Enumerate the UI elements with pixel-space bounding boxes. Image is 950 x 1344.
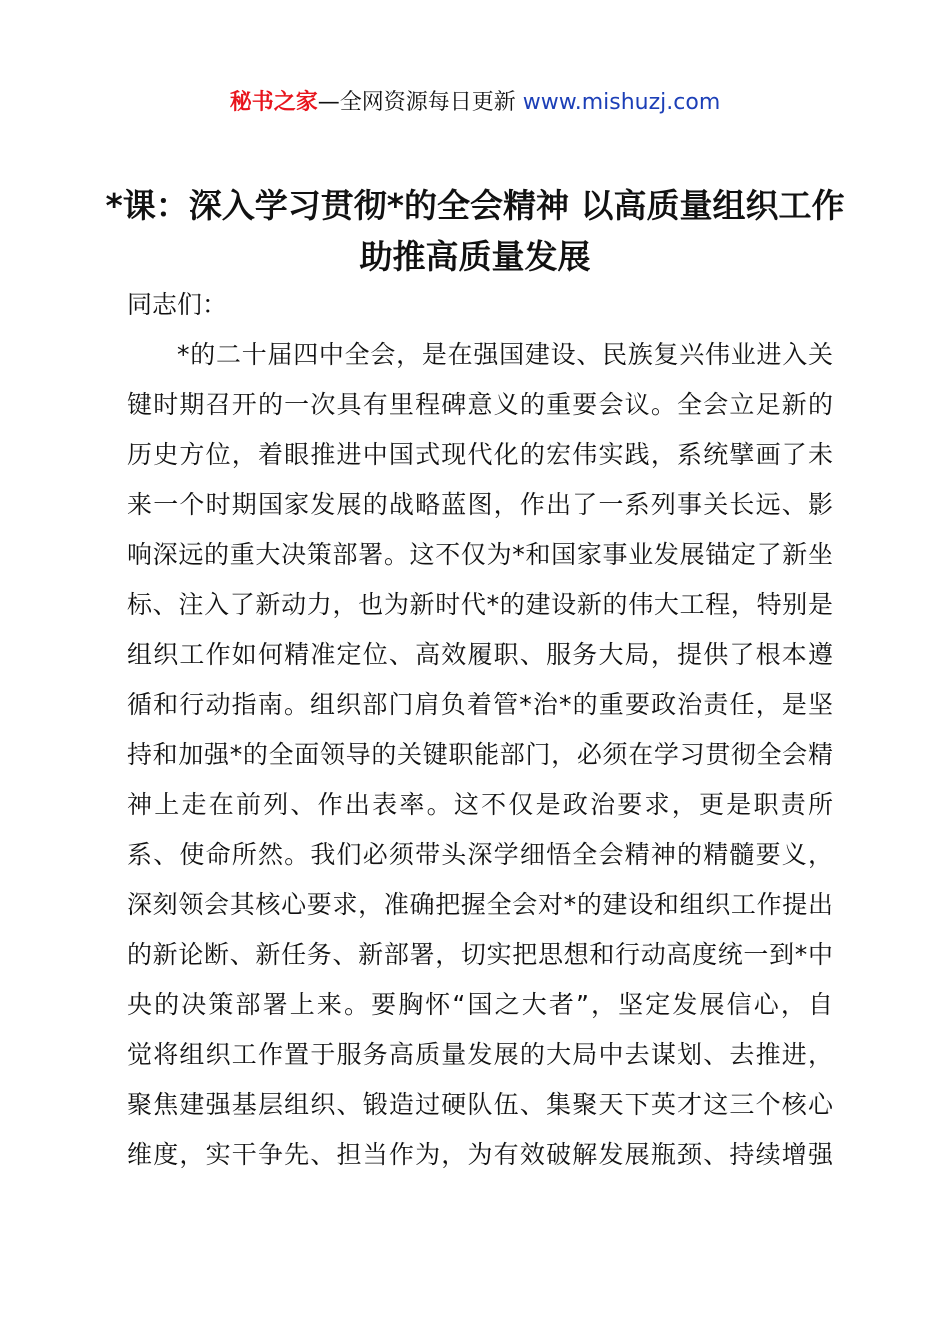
site-tagline: —全网资源每日更新 <box>317 90 523 115</box>
paragraph-line: 的新论断、新任务、新部署，切实把思想和行动高度统一到*中 <box>127 940 833 969</box>
paragraph-line: 标、注入了新动力，也为新时代*的建设新的伟大工程，特别是 <box>127 590 833 619</box>
paragraph-line: 组织工作如何精准定位、高效履职、服务大局，提供了根本遵 <box>127 640 833 669</box>
paragraph-line: 央的决策部署上来。要胸怀“国之大者”，坚定发展信心，自 <box>127 990 833 1019</box>
site-brand: 秘书之家 <box>229 90 318 115</box>
salutation: 同志们： <box>127 290 228 319</box>
body-paragraph <box>127 335 833 1185</box>
site-url: www.mishuzj.com <box>522 90 721 115</box>
paragraph-line: 深刻领会其核心要求，准确把握全会对*的建设和组织工作提出 <box>127 890 833 919</box>
paragraph-line: 来一个时期国家发展的战略蓝图，作出了一系列事关长远、影 <box>127 490 833 519</box>
site-header <box>0 86 950 120</box>
paragraph-line: 神上走在前列、作出表率。这不仅是政治要求，更是职责所 <box>127 790 833 819</box>
paragraph-line: 键时期召开的一次具有里程碑意义的重要会议。全会立足新的 <box>127 390 833 419</box>
paragraph-line: *的二十届四中全会，是在强国建设、民族复兴伟业进入关 <box>177 340 833 369</box>
paragraph-line: 循和行动指南。组织部门肩负着管*治*的重要政治责任，是坚 <box>127 690 833 719</box>
paragraph-line: 系、使命所然。我们必须带头深学细悟全会精神的精髓要义， <box>127 840 833 869</box>
paragraph-line: 响深远的重大决策部署。这不仅为*和国家事业发展锚定了新坐 <box>127 540 833 569</box>
document-title: *课：深入学习贯彻*的全会精神 以高质量组织工作助推高质量发展 <box>105 186 845 276</box>
paragraph-line: 聚焦建强基层组织、锻造过硬队伍、集聚天下英才这三个核心 <box>127 1090 833 1119</box>
paragraph-line: 持和加强*的全面领导的关键职能部门，必须在学习贯彻全会精 <box>127 740 833 769</box>
paragraph-line: 维度，实干争先、担当作为，为有效破解发展瓶颈、持续增强 <box>127 1140 833 1169</box>
paragraph-line: 历史方位，着眼推进中国式现代化的宏伟实践，系统擘画了未 <box>127 440 833 469</box>
paragraph-line: 觉将组织工作置于服务高质量发展的大局中去谋划、去推进， <box>127 1040 833 1069</box>
